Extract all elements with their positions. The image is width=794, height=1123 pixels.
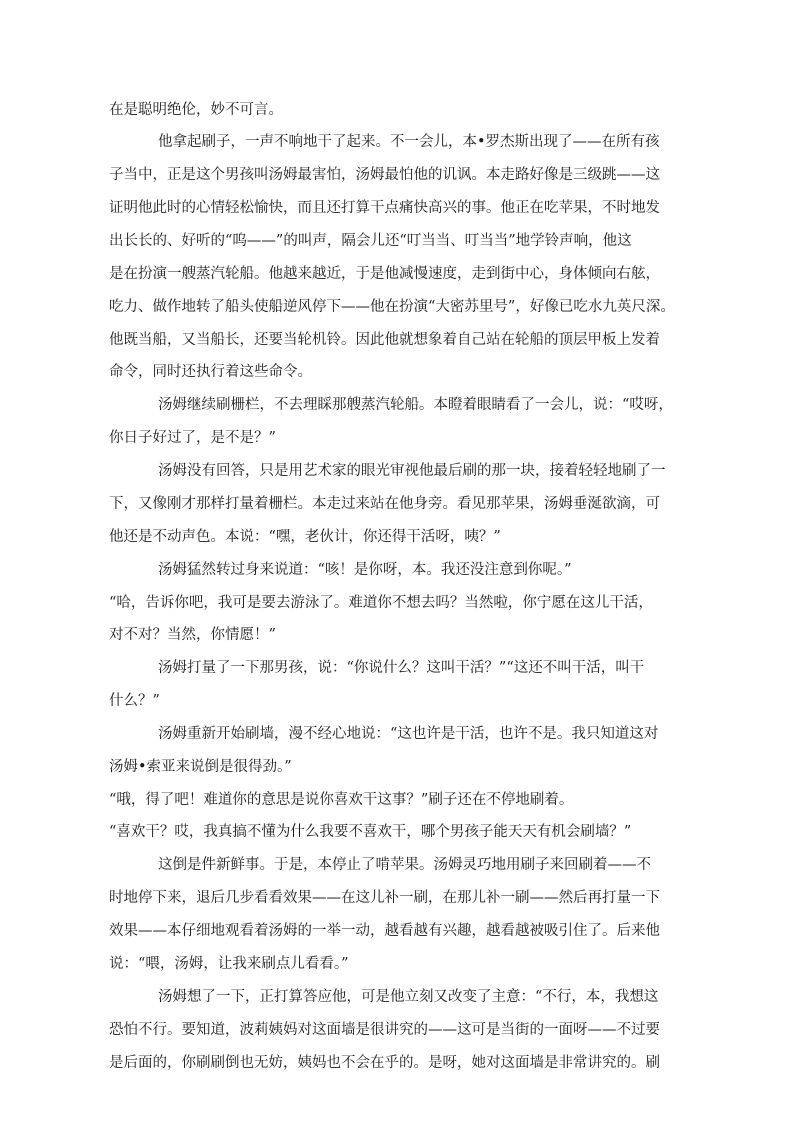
text-line: 出长长的、好听的“呜——”的叫声，隔会儿还“叮当当、叮当当”地学铃声响，他这 — [109, 233, 632, 249]
text-line: 汤姆猛然转过身来说道：“咳！是你呀，本。我还没注意到你呢。” — [158, 562, 572, 578]
text-line: 是后面的，你刷刷倒也无妨，姨妈也不会在乎的。是呀，她对这面墙是非常讲究的。刷 — [109, 1055, 660, 1071]
text-line: “哈，告诉你吧，我可是要去游泳了。难道你不想去吗？当然啦，你宁愿在这儿干活， — [109, 595, 653, 611]
text-line: 汤姆重新开始刷墙，漫不经心地说：“这也许是干活，也许不是。我只知道这对 — [158, 726, 659, 742]
text-line: 恐怕不行。要知道，波莉姨妈对这面墙是很讲究的——这可是当街的一面呀——不过要 — [109, 1022, 660, 1038]
text-line: “哦，得了吧！难道你的意思是说你喜欢干这事？”刷子还在不停地刷着。 — [109, 792, 574, 808]
text-line: 命令，同时还执行着这些命令。 — [109, 364, 312, 380]
text-line: 是在扮演一艘蒸汽轮船。他越来越近，于是他减慢速度，走到街中心，身体倾向右舷， — [109, 266, 660, 282]
text-line: 这倒是件新鲜事。于是，本停止了啃苹果。汤姆灵巧地用刷子来回刷着——不 — [158, 857, 651, 873]
text-line: 汤姆打量了一下那男孩，说：“你说什么？这叫干活？”“这还不叫干活，叫干 — [158, 660, 645, 676]
text-line: “喜欢干？哎，我真搞不懂为什么我要不喜欢干，哪个男孩子能天天有机会刷墙？” — [109, 824, 632, 840]
text-line: 什么？” — [109, 693, 160, 709]
text-line: 他还是不动声色。本说：“嘿，老伙计，你还得干活呀，咦？” — [109, 529, 501, 545]
text-line: 他既当船，又当船长，还要当轮机铃。因此他就想象着自己站在轮船的顶层甲板上发着 — [109, 332, 660, 348]
text-line: 效果——本仔细地观看着汤姆的一举一动，越看越有兴趣，越看越被吸引住了。后来他 — [109, 923, 660, 939]
text-line: 汤姆•索亚来说倒是很得劲。” — [109, 759, 292, 775]
text-line: 证明他此时的心情轻松愉快，而且还打算干点痛快高兴的事。他正在吃苹果，不时地发 — [109, 200, 660, 216]
text-line: 时地停下来，退后几步看看效果——在这儿补一刷，在那儿补一刷——然后再打量一下 — [109, 890, 660, 906]
text-line: 子当中，正是这个男孩叫汤姆最害怕，汤姆最怕他的讥讽。本走路好像是三级跳——这 — [109, 167, 660, 183]
text-line: 吃力、做作地转了船头使船逆风停下——他在扮演“大密苏里号”，好像已吃水九英尺深。 — [109, 299, 675, 315]
text-line: 下，又像刚才那样打量着栅栏。本走过来站在他身旁。看见那苹果，汤姆垂涎欲滴，可 — [109, 496, 660, 512]
text-line: 对不对？当然，你情愿！” — [109, 627, 276, 643]
text-line: 说：“喂，汤姆，让我来刷点儿看看。” — [109, 956, 349, 972]
text-line: 汤姆没有回答，只是用艺术家的眼光审视他最后刷的那一块，接着轻轻地刷了一 — [158, 463, 666, 479]
text-line: 汤姆想了一下，正打算答应他，可是他立刻又改变了主意：“不行，本，我想这 — [158, 989, 659, 1005]
text-line: 你日子好过了，是不是？” — [109, 430, 276, 446]
text-line: 在是聪明绝伦，妙不可言。 — [109, 102, 283, 118]
text-line: 汤姆继续刷栅栏，不去理睬那艘蒸汽轮船。本瞪着眼睛看了一会儿，说：“哎呀， — [158, 397, 673, 413]
text-line: 他拿起刷子，一声不响地干了起来。不一会儿，本•罗杰斯出现了——在所有孩 — [158, 134, 660, 150]
